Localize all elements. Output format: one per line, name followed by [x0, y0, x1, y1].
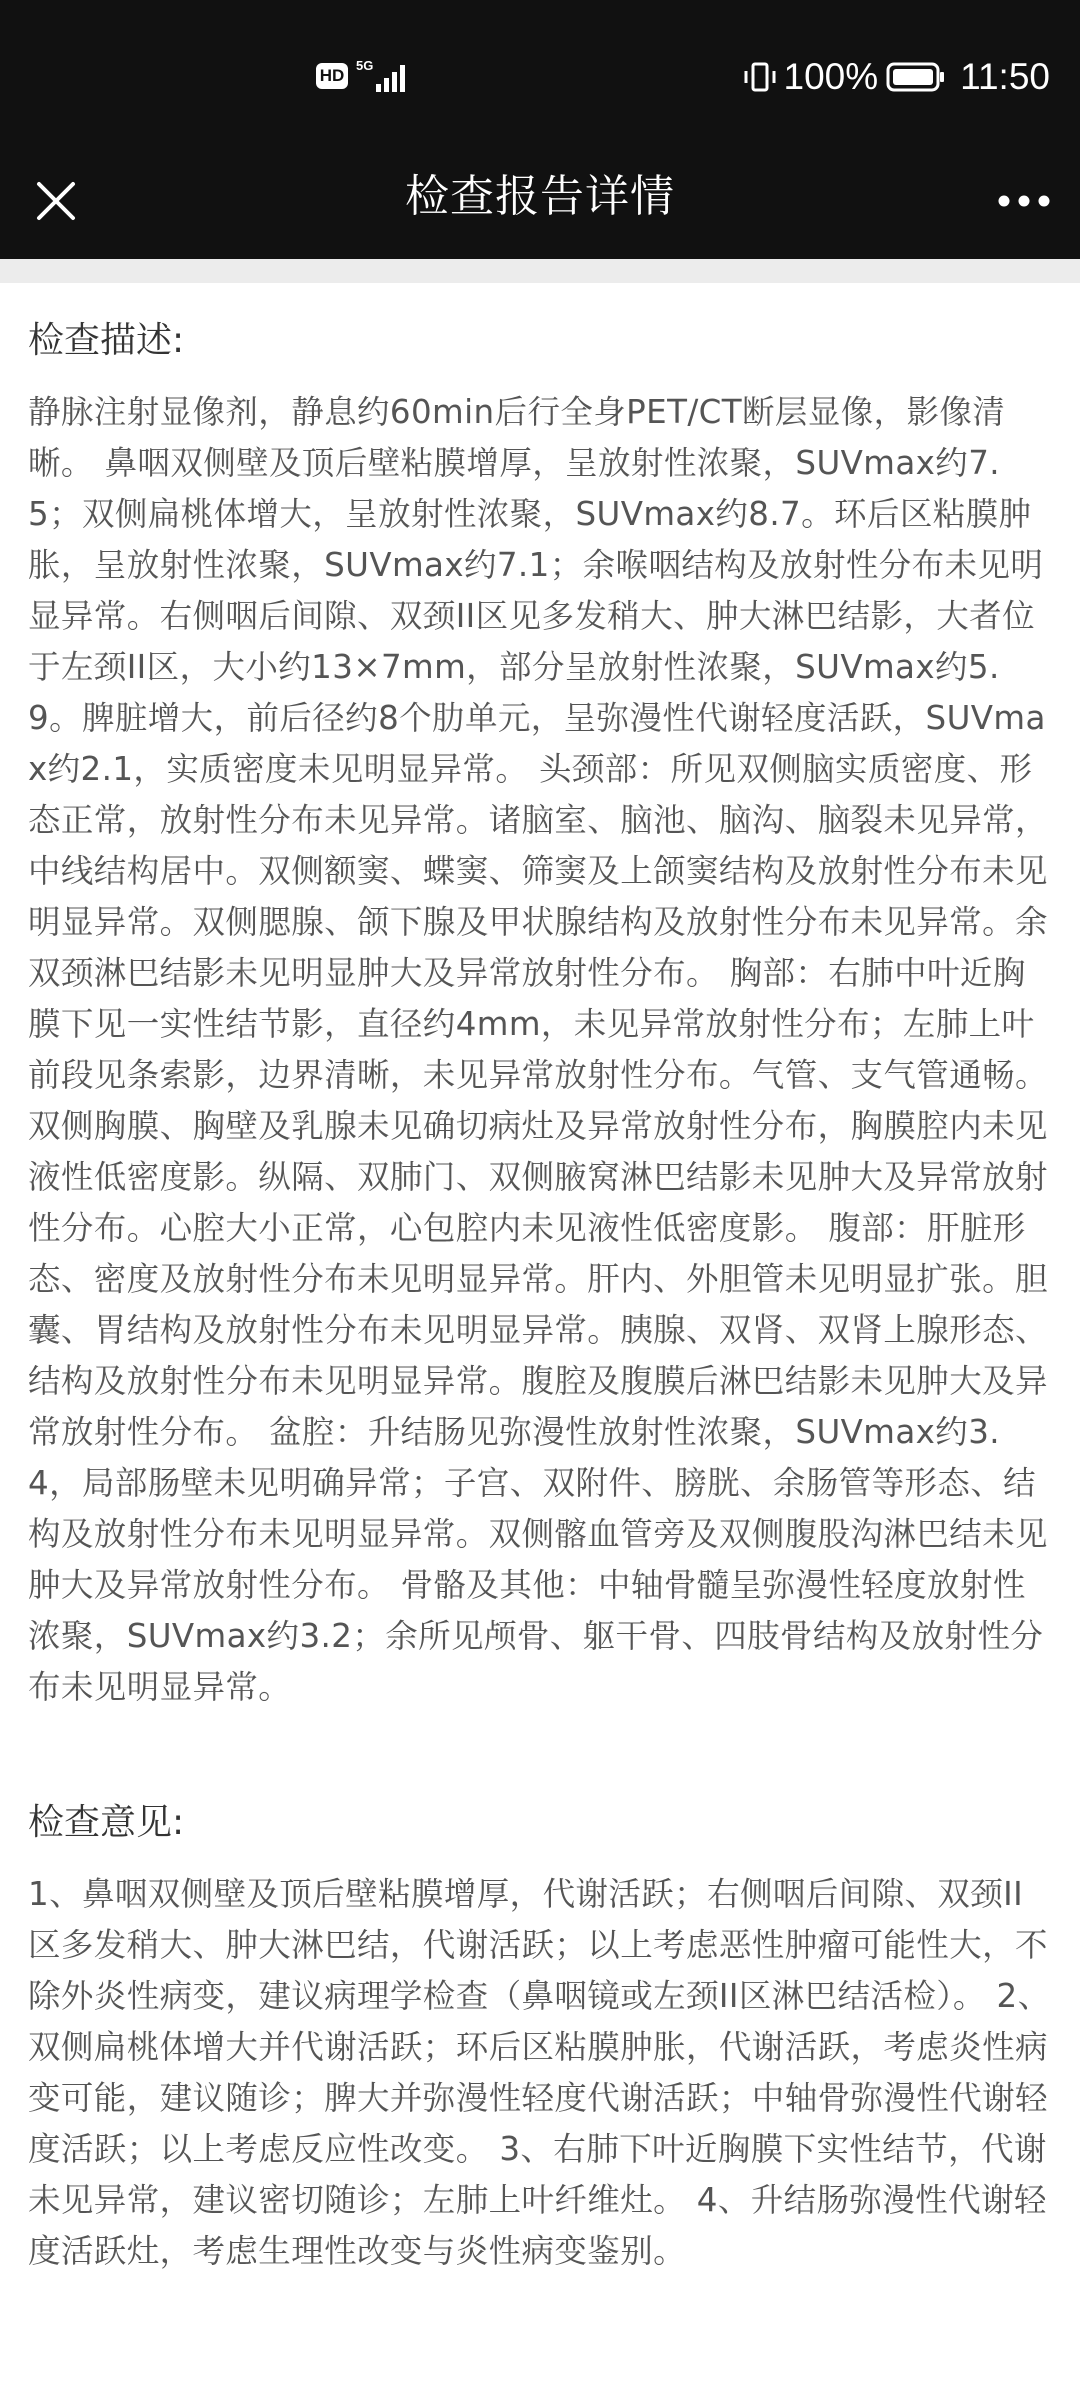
clock: 11:50 [960, 56, 1050, 97]
signal-bars-icon [376, 62, 412, 92]
network-indicators [316, 58, 412, 94]
more-options-button[interactable] [992, 169, 1056, 233]
more-dots-icon [998, 195, 1050, 207]
section-gap [28, 1713, 1052, 1765]
vibrate-icon [742, 59, 778, 95]
battery-icon [886, 60, 946, 94]
battery-percent: 100% [783, 56, 879, 97]
header-divider [0, 259, 1080, 283]
network-type-label: 5G [356, 58, 374, 73]
status-bar [0, 0, 1080, 155]
description-text: 静脉注射显像剂，静息约60min后行全身PET/CT断层显像，影像清晰。 鼻咽双侧壁及顶后壁粘膜增厚，呈放射性浓聚，SUVmax约7.5；双侧扁桃体增大，呈放射性浓聚，SUVmax约8.7。环后区粘膜肿胀，呈放射性浓聚，SUVmax约7.1；余喉咽结构及放射性分布未见明显异常。右侧咽后间隙、双颈II区见多发稍大、肿大淋巴结影，大者位于左颈II区，大小约13×7mm，部分呈放射性浓聚，SUVmax约5.9。脾脏增大，前后径约8个肋单元，呈弥漫性代谢轻度活跃，SUVmax约2.1，实质密度未见明显异常。 头颈部：所见双侧脑实质密度、形态正常，放射性分布未见异常。诸脑室、脑池、脑沟、脑裂未见异常，中线结构居中。双侧额窦、蝶窦、筛窦及上颌窦结构及放射性分布未见明显异常。双侧腮腺、颌下腺及甲状腺结构及放射性分布未见异常。余双颈淋巴结影未见明显肿大及异常放射性分布。 胸部：右肺中叶近胸膜下见一实性结节影，直径约4mm，未见异常放射性分布；左肺上叶前段见条索影，边界清晰，未见异常放射性分布。气管、支气管通畅。双侧胸膜、胸壁及乳腺未见确切病灶及异常放射性分布，胸膜腔内未见液性低密度影。纵隔、双肺门、双侧腋窝淋巴结影未见肿大及异常放射性分布。心腔大小正常，心包腔内未见液性低密度影。 腹部：肝脏形态、密度及放射性分布未见明显异常。肝内、外胆管未见明显扩张。胆囊、胃结构及放射性分布未见明显异常。胰腺、双肾、双肾上腺形态、结构及放射性分布未见明显异常。腹腔及腹膜后淋巴结影未见肿大及异常放射性分布。 盆腔：升结肠见弥漫性放射性浓聚，SUVmax约3.4，局部肠壁未见明确异常；子宫、双附件、膀胱、余肠管等形态、结构及放射性分布未见明显异常。双侧髂血管旁及双侧腹股沟淋巴结未见肿大及异常放射性分布。 骨骼及其他：中轴骨髓呈弥漫性轻度放射性浓聚，SUVmax约3.2；余所见颅骨、躯干骨、四肢骨结构及放射性分布未见明显异常。 [28, 393, 1048, 1706]
report-content [28, 283, 1052, 2277]
cellular-signal-icon [356, 58, 412, 94]
status-right-group [742, 52, 1080, 102]
opinion-title: 检查意见: [28, 1802, 185, 1843]
header-bar [0, 155, 1080, 259]
page-title: 检查报告详情 [405, 171, 675, 222]
opinion-text: 1、鼻咽双侧壁及顶后壁粘膜增厚，代谢活跃；右侧咽后间隙、双颈II区多发稍大、肿大淋巴结，代谢活跃；以上考虑恶性肿瘤可能性大，不除外炎性病变，建议病理学检查（鼻咽镜或左颈II区淋巴结活检）。 2、双侧扁桃体增大并代谢活跃；环后区粘膜肿胀，代谢活跃，考虑炎性病变可能，建议随诊；脾大并弥漫性轻度代谢活跃；中轴骨弥漫性代谢轻度活跃；以上考虑反应性改变。 3、右肺下叶近胸膜下实性结节，代谢未见异常，建议密切随诊；左肺上叶纤维灶。 4、升结肠弥漫性代谢轻度活跃灶，考虑生理性改变与炎性病变鉴别。 [28, 1875, 1051, 2270]
description-title: 检查描述: [28, 320, 185, 361]
hd-badge-icon: HD [316, 63, 348, 89]
